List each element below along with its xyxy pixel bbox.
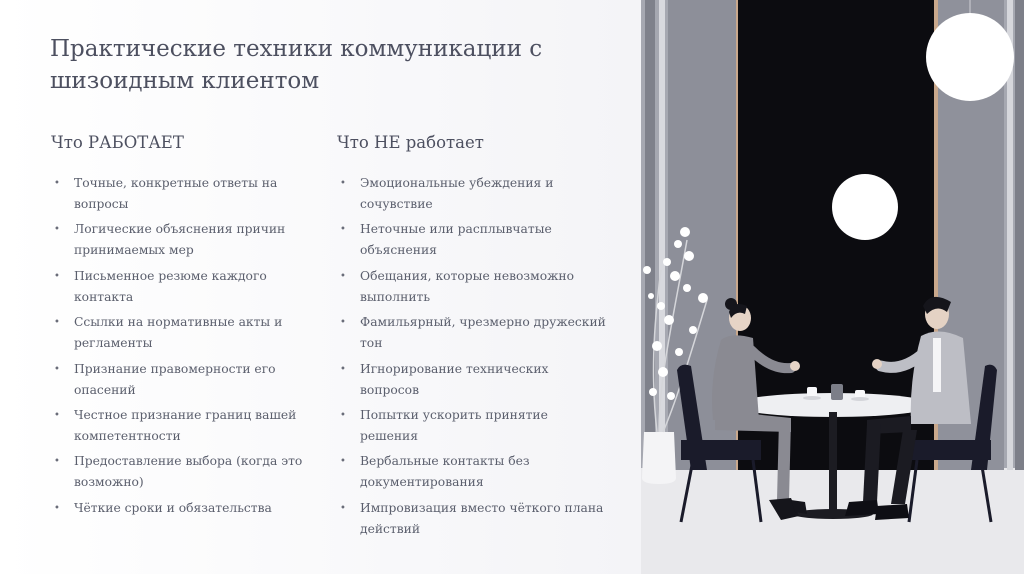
list-item: • Логические объяснения причин принимаемых мер bbox=[51, 219, 311, 265]
cup-icon bbox=[831, 384, 843, 400]
chair-right-seat bbox=[909, 440, 991, 460]
cup-icon bbox=[807, 387, 817, 397]
list-item: • Обещания, которые невозможно выполнить bbox=[337, 266, 607, 312]
table-leg bbox=[829, 412, 837, 512]
list-item: • Ссылки на нормативные акты и регламенты bbox=[51, 312, 311, 358]
not-works-column bbox=[337, 131, 607, 544]
list-item: • Импровизация вместо чёткого плана действий bbox=[337, 498, 607, 544]
illustration-svg bbox=[641, 0, 1024, 574]
works-list bbox=[51, 173, 311, 544]
list-item: • Честное признание границ вашей компетентности bbox=[51, 405, 311, 451]
wall-panel bbox=[1015, 0, 1024, 470]
list-item: • Вербальные контакты без документирования bbox=[337, 451, 607, 497]
works-column bbox=[51, 131, 311, 544]
bullet-icon: • bbox=[340, 317, 346, 329]
list-item: • Неточные или расплывчатые объяснения bbox=[337, 219, 607, 265]
bullet-icon: • bbox=[340, 502, 346, 514]
bullet-icon: • bbox=[54, 502, 60, 514]
list-item: • Игнорирование технических вопросов bbox=[337, 359, 607, 405]
bullet-icon: • bbox=[54, 363, 60, 375]
vase bbox=[642, 432, 676, 484]
cup-icon bbox=[855, 390, 865, 398]
not-works-list bbox=[337, 173, 607, 544]
pendant-lamp-icon bbox=[832, 174, 898, 240]
bullet-icon: • bbox=[54, 317, 60, 329]
bullet-icon: • bbox=[54, 178, 60, 189]
page-title: Практические техники коммуникации с шизоидным клиентом bbox=[50, 36, 543, 94]
list-item: • Эмоциональные убеждения и сочувствие bbox=[337, 173, 607, 219]
pendant-lamp-icon bbox=[926, 13, 1014, 101]
bullet-icon: • bbox=[54, 456, 60, 468]
list-item: • Чёткие сроки и обязательства bbox=[51, 498, 311, 544]
bullet-icon: • bbox=[54, 270, 60, 282]
list-item: • Предоставление выбора (когда это возможно) bbox=[51, 451, 311, 497]
saucer bbox=[803, 396, 821, 400]
wall-panel bbox=[645, 0, 655, 470]
bullet-icon: • bbox=[340, 270, 346, 282]
works-heading: Что РАБОТАЕТ bbox=[51, 133, 184, 152]
list-item: • Признание правомерности его опасений bbox=[51, 359, 311, 405]
list-item: • Точные, конкретные ответы на вопросы bbox=[51, 173, 311, 219]
chair-left-seat bbox=[681, 440, 761, 460]
list-item: • Письменное резюме каждого контакта bbox=[51, 266, 311, 312]
bullet-icon: • bbox=[340, 178, 346, 189]
list-item: • Попытки ускорить принятие решения bbox=[337, 405, 607, 451]
bullet-icon: • bbox=[340, 363, 346, 375]
not-works-heading: Что НЕ работает bbox=[337, 133, 484, 152]
bullet-icon: • bbox=[340, 456, 346, 468]
bullet-icon: • bbox=[340, 224, 346, 236]
list-item: • Фамильярный, чрезмерно дружеский тон bbox=[337, 312, 607, 358]
bullet-icon: • bbox=[54, 224, 60, 236]
consultation-illustration bbox=[641, 0, 1024, 574]
bullet-icon: • bbox=[340, 409, 346, 421]
bullet-icon: • bbox=[54, 409, 60, 421]
saucer bbox=[851, 397, 869, 401]
